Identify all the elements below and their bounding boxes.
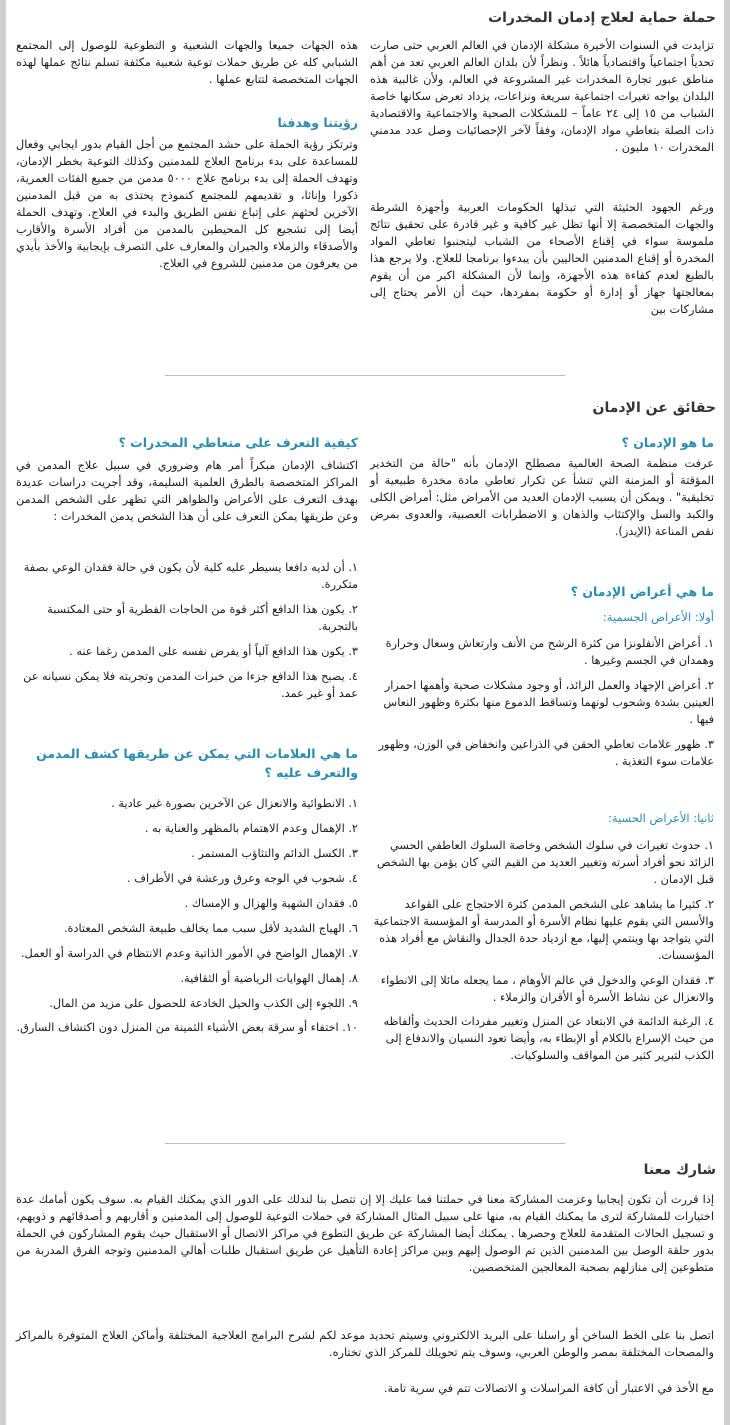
list-item: ٩. اللجوء إلى الكذب والحيل الخادعة للحصول على مزيد من المال.	[49, 996, 358, 1010]
campaign-title: حملة حماية لعلاج إدمان المخدرات	[488, 10, 716, 26]
facts-title: حقائق عن الإدمان	[592, 400, 716, 416]
signs-title: ما هي العلامات التي يمكن عن طريقها كشف المدمن والتعرف عليه ؟	[36, 746, 358, 780]
what-is-addiction-text: عرفت منظمة الصحة العالمية مصطلح الإدمان بأنه "حالة من التخدير المؤقتة أو المزمنة التي تنشأ عن تكرار تعاطي مادة مخدرة طبيعية أو تخليقية" . ويمكن أن يسبب الإدمان العديد من الأمراض مثل: أمراض الكلى والكبد والسل والإكتئاب والذهان و الاضطرابات العصبية، والعدوى بمرض نقص المناعة (الإيدز).	[370, 457, 714, 538]
list-item: ١. أعراض الأنفلونزا من كثرة الرشح من الأنف وارتعاش وسعال وحرارة وهمدان في الجسم وغيرها .	[385, 637, 714, 667]
physical-symptoms-title: أولا: الأعراض الجسمية:	[602, 610, 714, 624]
participate-paragraph-1: إذا قررت أن تكون إيجابيا وعزمت المشاركة معنا في حملتنا فما عليك إلا إن تتصل بنا لندلك على الدور الذي يمكنك القيام به. سوف يكون أمامك عدة اختيارات للمشاركة لترى ما يمكنك القيام به، منها على سبيل المثال المشاركة في حملات التوعية للوصول إلى المدمنين و أقاربهم و أصدقائهم و ذويهم، و تسجيل الحالات المتقدمة للعلاج وحصرها . يمكنك أيضا المشاركة عن طريق التطوع في مراكز الاتصال أو الاستقبال حيث يقوم المشاركون في الحملة بدور حلقة الوصل بين المدمنين الذين تم الوصول إليهم وبين مراكز إعادة التأهيل عن طريق استقبال طلبات أهالي المدمنين وتوجه الفرق المدربة من متطوعين إلى منازلهم بصحبة المعالجين المتخصصين.	[16, 1193, 714, 1274]
identify-user-title: كيفية التعرف على متعاطي المخدرات ؟	[118, 435, 358, 450]
list-item: ١٠. اختفاء أو سرقة بعض الأشياء الثمينة من المنزل دون اكتشاف السارق.	[16, 1021, 358, 1035]
participate-paragraph-2: اتصل بنا على الخط الساخن أو راسلنا على البريد الالكتروني وسيتم تحديد موعد لكم لشرح البرامج العلاجية المختلفة وأماكن العلاج المتوفرة بالمراكز والمصحات المختلفة بمصر والوطن العربي، وسوف يتم تحويلك للمركز الذي تختاره.	[16, 1329, 714, 1359]
identify-user-text: اكتشاف الإدمان مبكراً أمر هام وضروري في سبيل علاج المدمن في المراكز المتخصصة بالطرق العلمية السليمة، وقد أجريت دراسات عديدة بهدف التعرف على الأعراض والظواهر التي تظهر على الشخص المدمن وعن طريقها يمكن التعرف على أن هذا الشخص يدمن المخدرات :	[16, 459, 358, 523]
campaign-paragraph-3: هذه الجهات جميعا والجهات الشعبية و التطوعية للوصول إلى المجتمع الشبابي كله عن طريق حملات توعية شعبية مكثفة تسلم نتائج عملها لهذه الجهات المتخصصة لتتابع عملها .	[16, 39, 358, 86]
list-item: ٣. الكسل الدائم والتثاؤب المستمر .	[191, 846, 358, 860]
physical-symptoms-list	[370, 636, 714, 779]
list-item: ٤. يصبح هذا الدافع جزءا من خبرات المدمن وتجربته فلا يمكن نسيانه عن عمد أو غير عمد.	[23, 669, 358, 700]
list-item: ١. أن لديه دافعا يسيطر عليه كلية لأن يكون في حالة فقدان الوعي بصفة متكررة.	[23, 561, 358, 591]
page-frame-left	[0, 0, 6, 1425]
symptoms-title: ما هي أعراض الإدمان ؟	[570, 584, 714, 599]
list-item: ٣. فقدان الوعي والدخول في عالم الأوهام ، مما يجعله مائلا إلى الانطواء والانعزال عن نشاط الأسرة أو الأقران والزملاء .	[380, 973, 714, 1004]
what-is-addiction-title: ما هو الإدمان ؟	[621, 435, 714, 450]
list-item: ٤. شحوب في الوجه وعرق ورعشة في الأطراف .	[127, 871, 358, 885]
list-item: ١. حدوث تغيرات في سلوك الشخص وخاصة السلوك العاطفي الحسي الزائد نحو أفراد أسرته وتغيير العديد من القيم التي كان يؤمن بها الشخص قبل الإدمان .	[376, 839, 714, 886]
vision-title: رؤيتنا وهدفنا	[277, 115, 358, 130]
page-frame-right	[724, 0, 730, 1425]
vision-paragraph: وترتكز رؤية الحملة على حشد المجتمع من أجل القيام بدور ايجابي وفعال للمساعدة على بدء برنامج العلاج للمدمنين وكذلك التوعية بخطر الإدمان، وتهدف الحملة إلى بدء برنامج علاج ٥٠٠٠ مدمن من جميع الفئات العمرية، ذكورا وإناثا، و تقديمهم للمجتمع كنموذج يحتذى به من قبل المدمنين الآخرين لحثهم على إتباع نفس الطريق والبدء في العلاج. وتهدف الحملة أيضا إلى تشجيع كل المحيطين بالمدمن من أفراد الأسرة والأقارب والأصدقاء والزملاء والجيران والمعارف على التصرف بإيجابية والأخذ بأيدي من يعرفون من مدمنين للشروع في العلاج.	[16, 138, 358, 270]
identify-user-list	[16, 560, 358, 711]
sensory-symptoms-title: ثانيا: الأعراض الحسية:	[607, 811, 714, 825]
campaign-paragraph-2: ورغم الجهود الحثيثة التي تبذلها الحكومات العربية وأجهزة الشرطة والجهات المتخصصة إلا أنها تظل غير كافية و غير قادرة على تحقيق نتائج ملموسة سواء في إقناع الأصحاء من الشباب ليتجنبوا تعاطي المواد المخدرة أو إقناع المدمنين الحاليين بأن يبدءوا برنامجا للعلاج. ولا يرجع هذا بالطبع لعدم كفاءة هذه الأجهزة، وإنما لأن المشكلة اكبر من أن يقوم بمعالجتها جهاز أو إدارة أو حكومة بمفردها، حيث أن الأمر يحتاج إلى مشاركات بين	[370, 201, 714, 316]
list-item: ١. الانطوائية والانعزال عن الآخرين بصورة غير عادية .	[111, 797, 358, 810]
sensory-symptoms-list	[370, 838, 714, 1073]
list-item: ٥. فقدان الشهية والهزال و الإمساك .	[184, 896, 358, 910]
list-item: ٨. إهمال الهوايات الرياضية أو الثقافية.	[180, 971, 358, 985]
participate-title: شارك معنا	[643, 1162, 716, 1178]
list-item: ٢. كثيرا ما يشاهد على الشخص المدمن كثرة الاحتجاج على القواعد والأسس التي يقوم عليها نظام الأسرة أو المدرسة أو المؤسسة الاجتماعية التي يتواجد بها وينتمي إليها، مع ازدياد حدة الجدال والنقاش مع أفراد هذه المؤسسات.	[373, 897, 714, 962]
list-item: ٧. الإهمال الواضح في الأمور الذاتية وعدم الانتظام في الدراسة أو العمل.	[20, 946, 358, 960]
section-divider	[165, 375, 565, 376]
campaign-paragraph-1: تزايدت في السنوات الأخيرة مشكلة الإدمان في العالم العربي حتى صارت تحدياً اجتماعياً واقتصادياً هائلاً . ونظراً لأن بلدان العالم العربي تعد من أهم مناطق عبور تجارة المخدرات غير المشروعة في العالم، ولأن غالبية هذه البلدان يواجه تغيرات اجتماعية سريعة ونزاعات، يزداد تعرض سكانها خاصة الشباب من ١٥ إلى ٢٤ عاماً – للمشكلات الصحية والاجتماعية والاقتصادية ذات الصلة بتعاطي مواد الإدمان، وفقاً لآخر الإحصائيات وصل عدد مدمني المخدرات ١٠ مليون .	[370, 39, 715, 154]
list-item: ٤. الرغبة الدائمة في الابتعاد عن المنزل وتغيير مفردات الحديث وألفاظه من حيث الإسراع بالكلام أو الإبطاء به، وأيضا تعود النسيان والاندفاع إلى الكذب لتبرير كثير من المواقف والسلوكيات.	[383, 1015, 714, 1063]
list-item: ٣. ظهور علامات تعاطي الحقن في الذراعين وانخفاض في الوزن، وظهور علامات سوء التغذية .	[378, 737, 714, 768]
section-divider	[165, 1143, 565, 1144]
signs-list	[16, 796, 358, 1045]
list-item: ٢. أعراض الإجهاد والعمل الزائد، أو وجود مشكلات صحية وأهمها احمرار العينين بشدة وشحوب لونهما وتساقط الدموع منها بكثرة وظهور النعاس فيها .	[383, 678, 714, 726]
list-item: ٢. يكون هذا الدافع أكثر قوة من الحاجات الفطرية أو حتى المكتسبة بالتجربة.	[47, 602, 358, 633]
list-item: ٢. الإهمال وعدم الاهتمام بالمظهر والعناية به .	[144, 821, 358, 835]
list-item: ٦. الهياج الشديد لأقل سبب مما يخالف طبيعة الشخص المعتادة.	[63, 921, 358, 935]
participate-paragraph-3: مع الأخذ في الاعتبار أن كافة المراسلات و الاتصالات تتم في سرية تامة.	[383, 1382, 714, 1395]
list-item: ٣. يكون هذا الدافع آلياً أو يفرض نفسه على المدمن رغما عنه .	[69, 644, 358, 658]
